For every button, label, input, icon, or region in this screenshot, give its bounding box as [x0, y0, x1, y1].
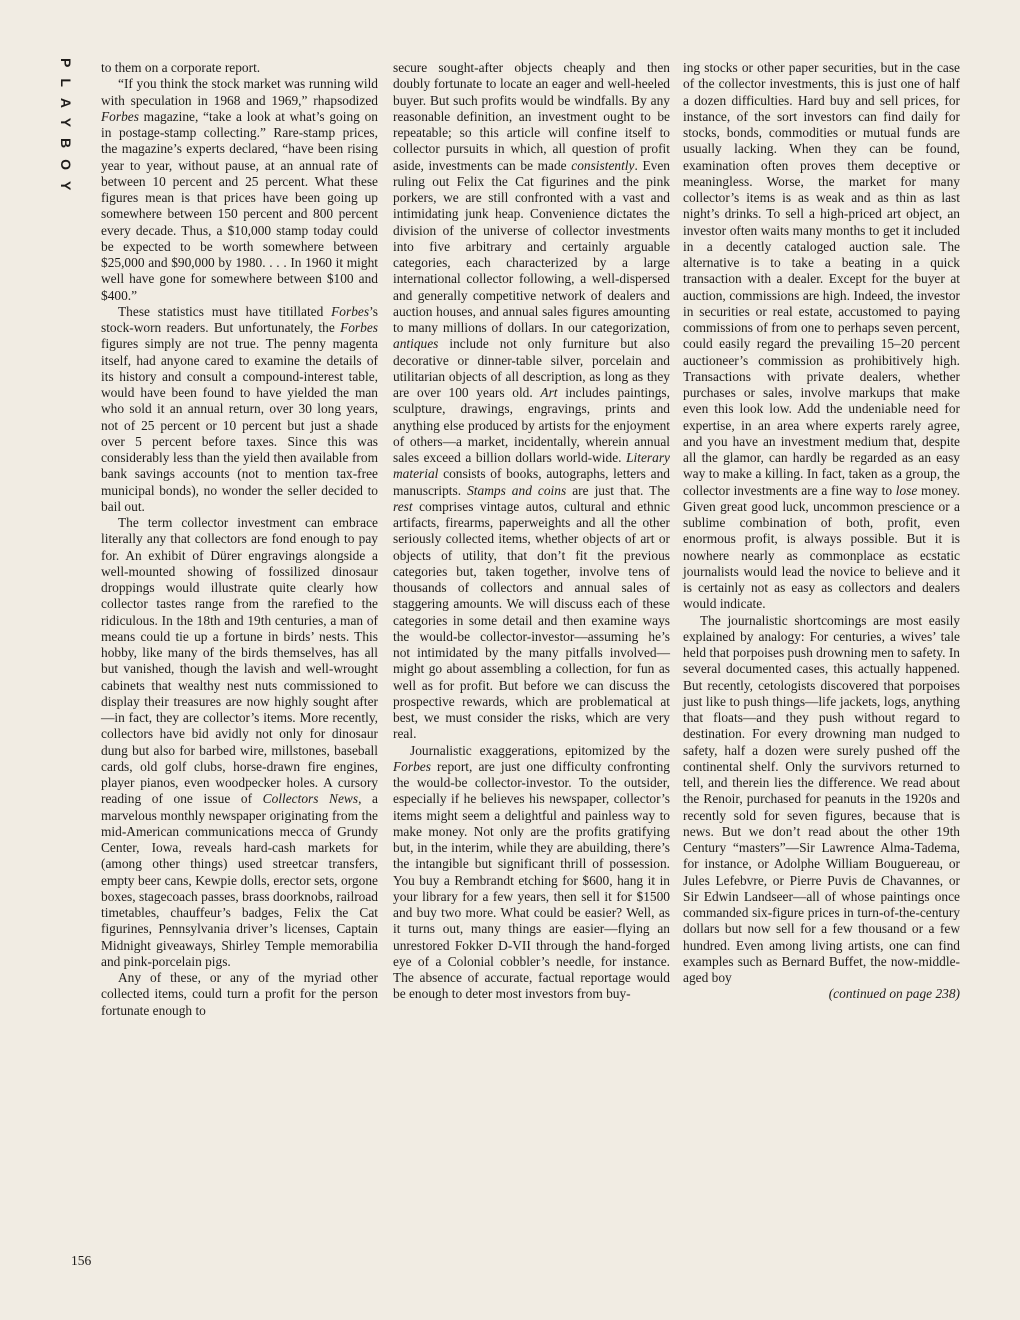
text-column-2: [393, 60, 670, 1003]
paragraph: to them on a corporate report.: [101, 60, 261, 75]
paragraph: These statistics must have titillated Forbes’s stock-worn readers. But unfortunately, the Forbes figures simply are not true. The penny magenta itself, had anyone cared to examine the details of its history and consult a compound-interest table, would have been found to have yielded the man who sold it an annual return, over 30 long years, not of 25 percent or 10 percent but just a shade over 5 percent before taxes. Since this was considerably less than the yield then available from bank savings accounts (not to mention tax-free municipal bonds), no wonder the seller decided to bail out.: [101, 303, 378, 514]
continuation-note: (continued on page 238): [828, 986, 960, 1002]
paragraph: secure sought-after objects cheaply and then doubly fortunate to locate an eager and well-heeled buyer. But such profits would be windfalls. By any reasonable definition, an investment ought to be repeatable; so this article will confine itself to collector pursuits in which, all question of profit aside, investments can be made consistently. Even ruling out Felix the Cat figurines and the pink porkers, we are still confronted with a vast and intimidating junk heap. Convenience dictates the division of the universe of collector investments into five arbitrary and certainly arguable categories, each characterized by a large international collector following, a well-dispersed and generally competitive network of dealers and auction houses, and annual sales figures amounting to many millions of dollars. In our categorization, antiques include not only furniture but also decorative or dinner-table silver, porcelain and utilitarian objects of all description, as long as they are over 100 years old. Art includes paintings, sculpture, drawings, engravings, prints and anything else produced by artists for the enjoyment of others—a market, incidentally, wherein annual sales exceed a billion dollars world-wide. Literary material consists of books, autographs, letters and manuscripts. Stamps and coins are just that. The rest comprises vintage autos, cultural and ethnic artifacts, firearms, paperweights and all the other seriously collected items, whether objects of art or objects of utility, that don’t fit the previous categories but, taken together, involve tens of thousands of collectors and annual sales of staggering amounts. We will discuss each of these categories in some detail and then examine ways the would-be collector-investor—assuming he’s not intimidated by the many pitfalls involved—might go about assembling a collection, for fun as well as for profit. But before we can discuss the prospective rewards, which are problematical at best, we must consider the risks, which are very real.: [393, 60, 670, 742]
text-column-1: [101, 60, 378, 1019]
paragraph: Journalistic exaggerations, epitomized by the Forbes report, are just one difficulty confronting the would-be collector-investor. To the outsider, especially if he believes his newspaper, collector’s items might seem a delightful and painless way to make money. Not only are the profits gratifying but, in the interim, while they are abuilding, there’s the intangible but significant thrill of possession. You buy a Rembrandt etching for $600, hang it in your library for a few years, then sell it for $1500 and buy two more. What could be easier? Well, as it turns out, many things are easier—flying an unrestored Fokker D-VII through the hand-forged eye of a Colonial cobbler’s needle, for instance. The absence of accurate, factual reportage would be enough to deter most investors from buy-: [393, 742, 670, 1002]
paragraph: ing stocks or other paper securities, but in the case of the collector investments, this is just one of half a dozen difficulties. Hard buy and sell prices, for instance, of the sort investors can find daily for stocks, bonds, commodities or mutual funds are usually lacking. When they can be found, examination often proves them deceptive or meaningless. Worse, the market for many collector’s items is as weak and as thin as last night’s drinks. To sell a high-priced art object, an investor often waits many months to get it included in a decently cataloged auction sale. The alternative is to take a beating in a quick transaction with a dealer. Except for the buyer at auction, commissions are high. Indeed, the investor in securities or real estate, accustomed to paying commissions of from one to perhaps seven percent, could easily regard the prevailing 15–20 percent auctioneer’s commission as prohibitively high. Transactions with private dealers, whether purchases or sales, involve markups that make even this look low. Add the undeniable need for expertise, in an area where experts rarely agree, and you have an investment medium that, despite all the glamor, can hardly be regarded as an easy way to make a killing. In fact, taken as a group, the collector investments are a fine way to lose money. Given great good luck, uncommon prescience or a sublime combination of both, profit, even enormous profit, is always possible. But it is nowhere nearly as commonplace as ecstatic journalists would lead the novice to believe and it is certainly not as easy as collectors and dealers would indicate.: [683, 60, 960, 612]
paragraph: The term collector investment can embrace literally any that collectors are fond enough to pay for. An exhibit of Dürer engravings alongside a well-mounted showing of fossilized dinosaur droppings would illustrate quite clearly how collector tastes range from the rarefied to the ridiculous. In the 18th and 19th centuries, a man of means could tie up a fortune in birds’ nests. This hobby, like many of the birds themselves, has all but vanished, though the lavish and well-wrought cabinets that wealthy nest nuts commissioned to display their treasures are now highly sought after—in fact, they are collector’s items. More recently, collectors have bid avidly not only for dinosaur dung but also for barbed wire, millstones, baseball cards, old golf clubs, horse-drawn fire engines, player pianos, even woodpecker holes. A cursory reading of one issue of Collectors News, a marvelous monthly newspaper originating from the mid-American communications mecca of Grundy Center, Iowa, reveals hard-cash markets for (among other things) used streetcar transfers, empty beer cans, Kewpie dolls, erector sets, orgone boxes, stagecoach passes, brass doorknobs, railroad timetables, chauffeur’s badges, Felix the Cat figurines, Pennsylvania driver’s licenses, Captain Midnight giveaways, Shirley Temple memorabilia and pink-porcelain pigs.: [101, 515, 378, 969]
paragraph: Any of these, or any of the myriad other collected items, could turn a profit for the person fortunate enough to: [101, 970, 378, 1018]
page-number: 156: [71, 1253, 92, 1268]
paragraph: “If you think the stock market was running wild with speculation in 1968 and 1969,” rhapsodized Forbes magazine, “take a look at what’s going on in postage-stamp collecting.” Rare-stamp prices, the magazine’s experts declared, “have been rising year to year, without pause, at an annual rate of between 10 percent and 25 percent. What these figures mean is that prices have been going up somewhere between 150 percent and 800 percent every decade. Thus, a $10,000 stamp today could be expected to be worth somewhere between $25,000 and $90,000 by 1980. . . . In 1960 it might well have gone for somewhere between $100 and $400.”: [101, 76, 378, 303]
paragraph: The journalistic shortcomings are most easily explained by analogy: For centuries, a wives’ tale held that porpoises push drowning men to safety. In several documented cases, this actually happened. But recently, cetologists discovered that porpoises just like to push things—life jackets, logs, anything that floats—and they push without regard to destination. For every drowning man nudged to safety, half a dozen were surely pushed off the continental shelf. Only the survivors returned to tell, and therein lies the difference. We read about the Renoir, purchased for peanuts in the 1920s and recently sold for seven figures, because that is news. But we don’t read about the other 19th Century “masters”—Sir Lawrence Alma-Tadema, for instance, or Adolphe William Bouguereau, or Jules Lefebvre, or Pierre Puvis de Chavannes, or Sir Edwin Landseer—all of whose paintings once commanded six-figure prices in turn-of-the-century dollars but now sell for a few thousand or a few hundred. Even among living artists, one can find examples such as Bernard Buffet, the now-middle-aged boy: [683, 612, 960, 985]
running-head: [54, 58, 78, 228]
running-head-text: PLAYBOY: [58, 58, 74, 202]
text-column-3: [683, 60, 960, 1003]
